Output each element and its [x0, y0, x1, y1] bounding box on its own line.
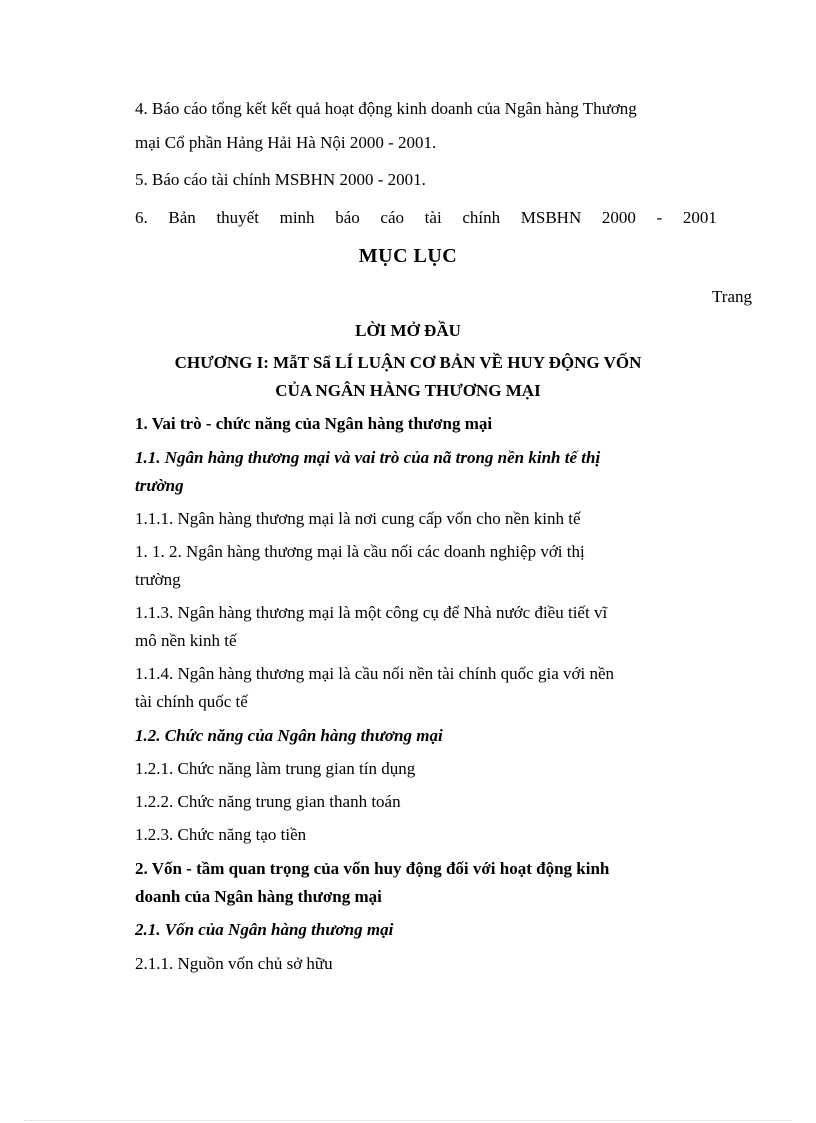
toc-section-1-1-2-line-2: trường: [135, 570, 181, 589]
reference-4-line-2: mại Cổ phần Hảng Hải Hà Nội 2000 - 2001.: [135, 133, 437, 152]
reference-6-word: thuyết: [216, 208, 259, 227]
reference-5: 5. Báo cáo tài chính MSBHN 2000 - 2001.: [135, 170, 426, 189]
toc-chapter-1-line-1: CHƯƠNG I: MẫT Sẩ LÍ LUẬN CƠ BẢN VỀ HUY ĐỘNG VỐN: [174, 353, 642, 372]
reference-6-word: chính: [462, 208, 501, 227]
reference-6-word: minh: [279, 208, 315, 227]
toc-section-1: 1. Vai trò - chức năng của Ngân hàng thương mại: [135, 414, 493, 433]
reference-6-word: 2001: [682, 208, 717, 227]
toc-section-1-1-4-line-1: 1.1.4. Ngân hàng thương mại là cầu nối nền tài chính quốc gia với nền: [135, 664, 614, 683]
toc-section-2-line-2: doanh của Ngân hàng thương mại: [135, 887, 382, 906]
reference-6-word: 6.: [135, 208, 148, 227]
toc-section-2-1-1: 2.1.1. Nguồn vốn chủ sở hữu: [135, 954, 333, 973]
toc-section-2-line-1: 2. Vốn - tầm quan trọng của vốn huy động đối với hoạt động kinh: [135, 859, 610, 878]
toc-section-1-1-2-line-1: 1. 1. 2. Ngân hàng thương mại là cầu nối các doanh nghiệp với thị: [135, 542, 585, 561]
toc-title: MỤC LỤC: [358, 245, 458, 267]
toc-section-1-2-3: 1.2.3. Chức năng tạo tiền: [135, 825, 307, 844]
toc-section-1-2-2: 1.2.2. Chức năng trung gian thanh toán: [135, 792, 401, 811]
reference-6: [135, 208, 717, 228]
toc-intro: LỜI MỞ ĐẦU: [355, 321, 461, 340]
reference-6-word: -: [656, 208, 663, 227]
reference-6-word: báo: [335, 208, 360, 227]
toc-section-1-1-line-2: trường: [135, 476, 184, 495]
reference-4-line-1: 4. Báo cáo tổng kết kết quả hoạt động kinh doanh của Ngân hàng Thương: [135, 99, 637, 118]
toc-chapter-1-line-2: CỦA NGÂN HÀNG THƯƠNG MẠI: [275, 381, 541, 400]
toc-section-1-2: 1.2. Chức năng của Ngân hàng thương mại: [135, 726, 443, 745]
toc-section-1-1-3-line-1: 1.1.3. Ngân hàng thương mại là một công cụ để Nhà nước điều tiết vĩ: [135, 603, 608, 622]
toc-section-2-1: 2.1. Vốn của Ngân hàng thương mại: [135, 920, 394, 939]
page-bottom-divider: [24, 1120, 792, 1121]
reference-6-word: Bản: [168, 208, 196, 227]
toc-section-1-2-1: 1.2.1. Chức năng làm trung gian tín dụng: [135, 759, 416, 778]
reference-6-word: tài: [424, 208, 442, 227]
reference-6-word: cáo: [380, 208, 405, 227]
reference-6-word: 2000: [601, 208, 636, 227]
reference-6-word: MSBHN: [520, 208, 582, 227]
toc-section-1-1-line-1: 1.1. Ngân hàng thương mại và vai trò của nã trong nền kinh tế thị: [135, 448, 601, 467]
toc-section-1-1-1: 1.1.1. Ngân hàng thương mại là nơi cung cấp vốn cho nền kinh tế: [135, 509, 581, 528]
page-column-label: Trang: [712, 287, 752, 306]
toc-section-1-1-4-line-2: tài chính quốc tế: [135, 692, 248, 711]
toc-section-1-1-3-line-2: mô nền kinh tế: [135, 631, 237, 650]
